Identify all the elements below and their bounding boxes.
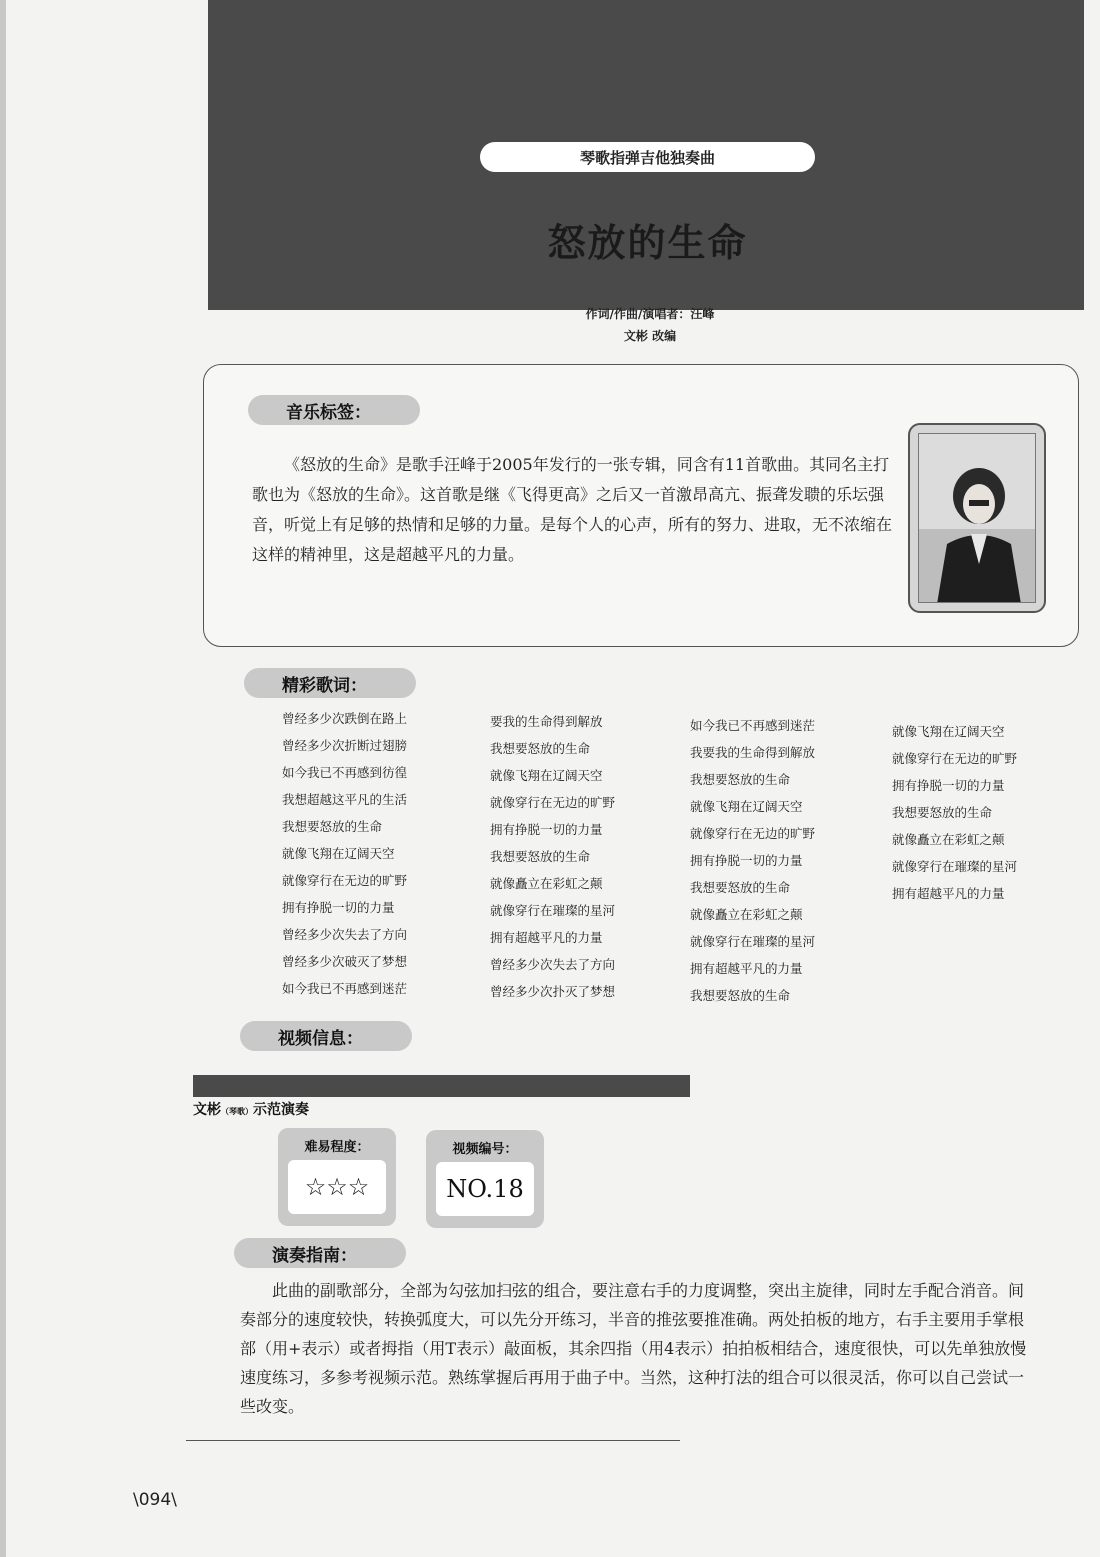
lyric-line: 拥有挣脱一切的力量 (690, 853, 803, 868)
artist-photo (918, 433, 1036, 603)
lyrics-column-1 (282, 705, 472, 1002)
lyric-line: 就像穿行在无边的旷野 (282, 873, 408, 888)
lyric-line: 我想要怒放的生命 (690, 988, 791, 1003)
lyric-line: 就像穿行在无边的旷野 (490, 795, 616, 810)
credits-line: 作词/作曲/演唱者：汪峰 (585, 307, 715, 321)
lyrics-heading: 精彩歌词： (244, 668, 416, 698)
video-info-heading: 视频信息： (240, 1021, 412, 1051)
performer-suffix: 示范演奏 (253, 1102, 309, 1118)
lyric-line: 就像飞翔在辽阔天空 (490, 768, 603, 783)
lyric-line: 拥有超越平凡的力量 (892, 886, 1005, 901)
artist-photo-frame (908, 423, 1046, 613)
lyrics-column-3 (690, 712, 880, 1009)
lyric-line: 拥有挣脱一切的力量 (490, 822, 603, 837)
series-label: 琴歌指弹吉他独奏曲 (480, 142, 815, 172)
performer-note: （琴歌） (221, 1107, 253, 1116)
lyric-line: 如今我已不再感到彷徨 (282, 765, 408, 780)
music-tag-heading: 音乐标签： (248, 395, 420, 425)
difficulty-label: 难易程度： (304, 1140, 370, 1155)
lyric-line: 我想要怒放的生命 (690, 772, 791, 787)
lyric-line: 我想要怒放的生命 (490, 741, 591, 756)
lyric-line: 就像矗立在彩虹之颠 (690, 907, 803, 922)
lyric-line: 就像飞翔在辽阔天空 (282, 846, 395, 861)
lyric-line: 我想超越这平凡的生活 (282, 792, 408, 807)
bottom-divider (186, 1440, 680, 1441)
lyric-line: 就像穿行在璀璨的星河 (690, 934, 816, 949)
lyric-line: 曾经多少次失去了方向 (282, 927, 408, 942)
lyric-line: 我想要怒放的生命 (892, 805, 993, 820)
page-spine-shadow (0, 0, 6, 1557)
lyrics-column-2 (490, 708, 680, 1005)
lyric-line: 曾经多少次折断过翅膀 (282, 738, 408, 753)
video-number-label: 视频编号： (452, 1142, 518, 1157)
lyric-line: 拥有超越平凡的力量 (490, 930, 603, 945)
lyric-line: 曾经多少次失去了方向 (490, 957, 616, 972)
arranger-line: 文彬 改编 (623, 329, 677, 343)
difficulty-stars: ☆☆☆ (288, 1160, 386, 1214)
lyric-line: 我想要怒放的生命 (690, 880, 791, 895)
performer-credit (193, 1099, 309, 1119)
lyric-line: 就像穿行在璀璨的星河 (892, 859, 1018, 874)
song-title: 怒放的生命 (547, 220, 748, 265)
lyric-line: 就像飞翔在辽阔天空 (690, 799, 803, 814)
lyric-line: 曾经多少次跌倒在路上 (282, 711, 408, 726)
lyric-line: 我想要怒放的生命 (282, 819, 383, 834)
lyric-line: 如今我已不再感到迷茫 (690, 718, 816, 733)
video-number-value: NO.18 (436, 1162, 534, 1216)
guide-text: 此曲的副歌部分，全部为勾弦加扫弦的组合，要注意右手的力度调整，突出主旋律，同时左手配合消音。间奏部分的速度较快，转换弧度大，可以先分开练习，半音的推弦要推准确。两处拍板的地方，右手主要用手掌根部（用+表示）或者拇指（用T表示）敲面板，其余四指（用4表示）拍拍板相结合，速度很快，可以先单独放慢速度练习，多参考视频示范。熟练掌握后再用于曲子中。当然，这种打法的组合可以很灵活，你可以自己尝试一些改变。 (240, 1281, 1027, 1416)
video-number-card (426, 1130, 544, 1228)
guide-heading: 演奏指南： (234, 1238, 406, 1268)
lyric-line: 就像飞翔在辽阔天空 (892, 724, 1005, 739)
page-number: \094\ (133, 1490, 177, 1510)
video-info-bar (193, 1075, 690, 1097)
lyric-line: 就像矗立在彩虹之颠 (490, 876, 603, 891)
lyric-line: 我要我的生命得到解放 (690, 745, 816, 760)
performer-name: 文彬 (193, 1102, 221, 1118)
difficulty-card (278, 1128, 396, 1226)
lyric-line: 就像穿行在璀璨的星河 (490, 903, 616, 918)
lyrics-column-4 (892, 718, 1082, 907)
lyric-line: 拥有挣脱一切的力量 (282, 900, 395, 915)
lyric-line: 曾经多少次破灭了梦想 (282, 954, 408, 969)
lyric-line: 拥有超越平凡的力量 (690, 961, 803, 976)
lyric-line: 就像穿行在无边的旷野 (892, 751, 1018, 766)
lyric-line: 就像矗立在彩虹之颠 (892, 832, 1005, 847)
lyric-line: 要我的生命得到解放 (490, 714, 603, 729)
lyric-line: 如今我已不再感到迷茫 (282, 981, 408, 996)
lyric-line: 我想要怒放的生命 (490, 849, 591, 864)
artist-portrait-image (919, 434, 1036, 603)
music-tag-description: 《怒放的生命》是歌手汪峰于2005年发行的一张专辑，同含有11首歌曲。其同名主打歌也为《怒放的生命》。这首歌是继《飞得更高》之后又一首激昂高亢、振聋发聩的乐坛强音，听觉上有足够的热情和足够的力量。是每个人的心声，所有的努力、进取，无不浓缩在这样的精神里，这是超越平凡的力量。 (252, 455, 893, 564)
lyric-line: 就像穿行在无边的旷野 (690, 826, 816, 841)
lyric-line: 曾经多少次扑灭了梦想 (490, 984, 616, 999)
lyric-line: 拥有挣脱一切的力量 (892, 778, 1005, 793)
